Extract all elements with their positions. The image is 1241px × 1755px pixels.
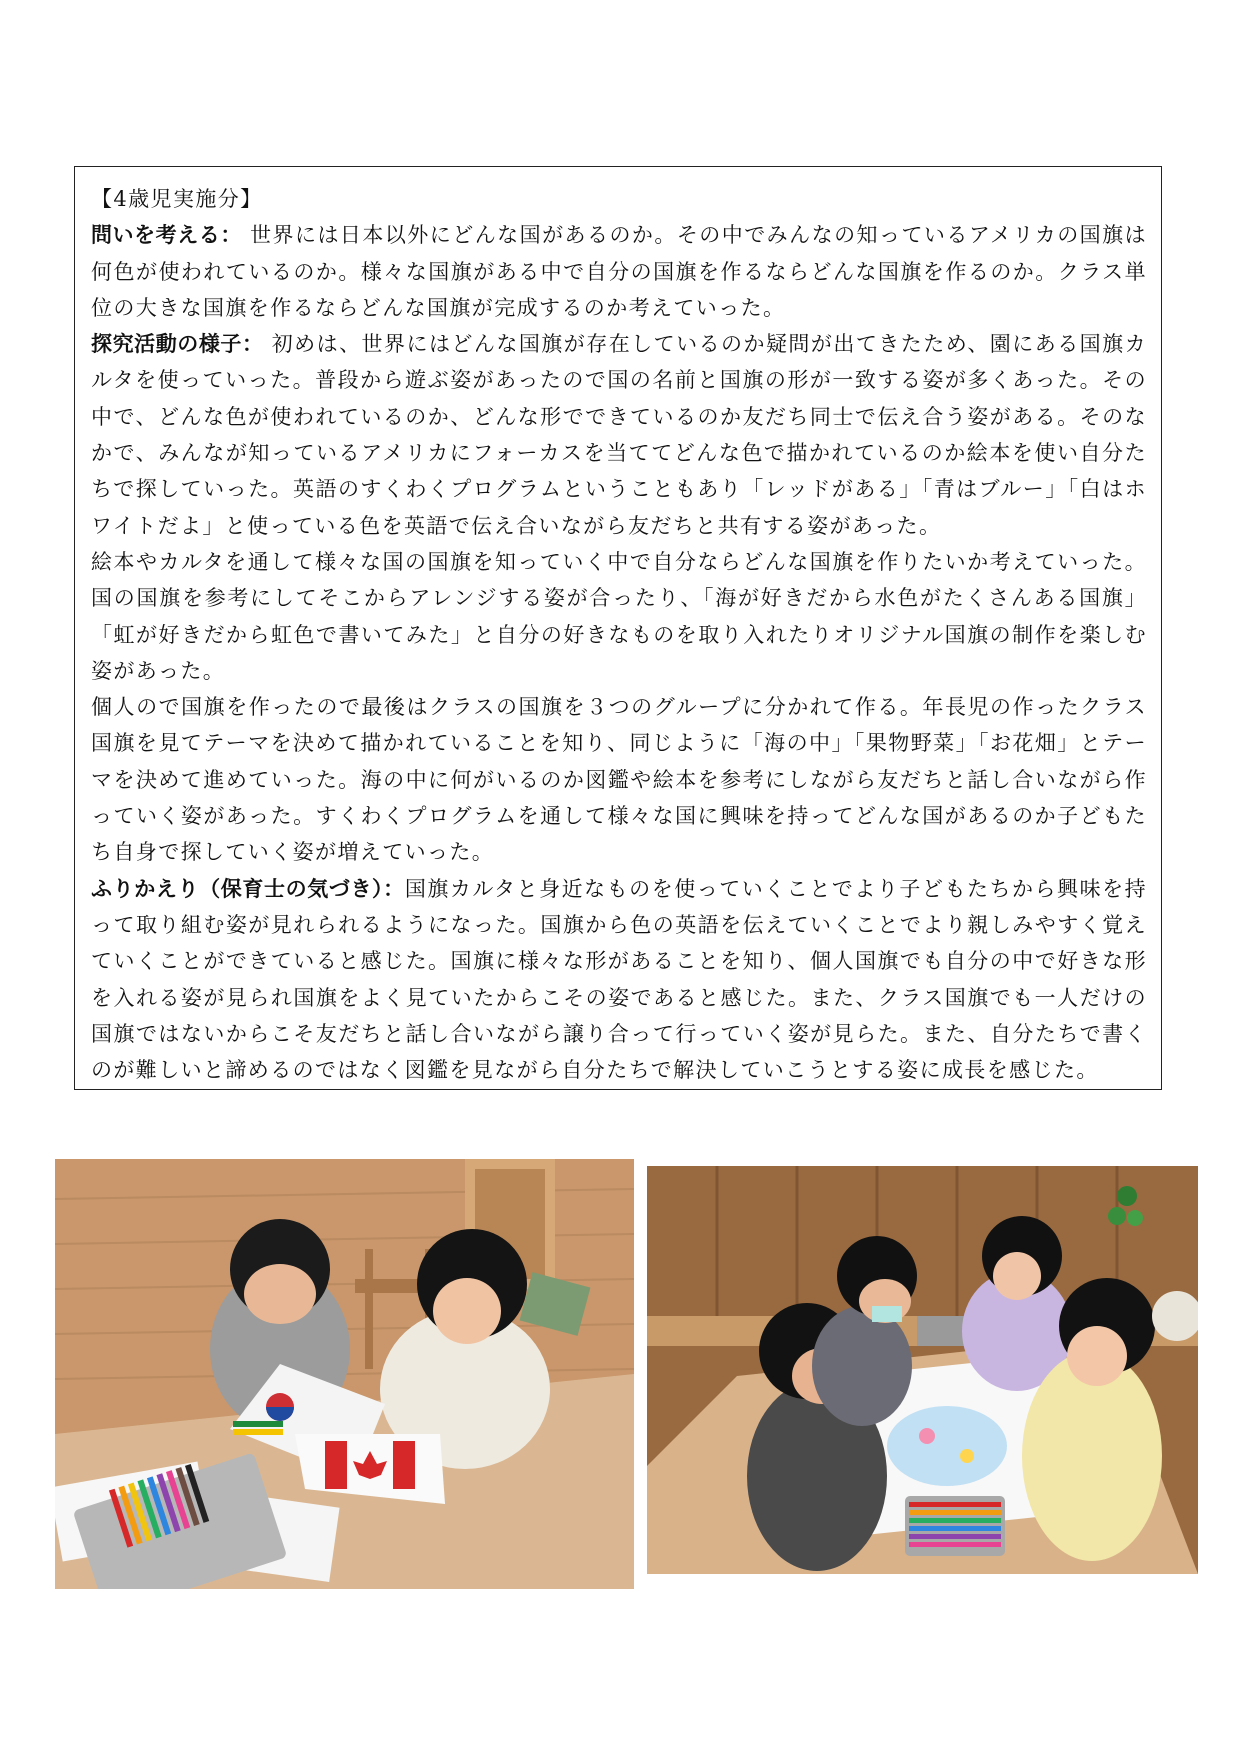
question-text: 世界には日本以外にどんな国があるのか。その中でみんなの知っているアメリカの国旗は何色が使われているのか。様々な国旗がある中で自分の国旗を作るならどんな国旗を作るのか。クラス単位の大きな国旗を作るならどんな国旗が完成するのか考えていった。 — [91, 223, 1147, 320]
report-heading: 【4歳児実施分】 — [91, 187, 263, 211]
reflection-section — [91, 871, 1147, 1089]
activity-label: 探究活動の様子： — [91, 332, 264, 357]
photo-children-reading-flag-book — [55, 1159, 634, 1589]
question-label: 問いを考える： — [91, 223, 242, 248]
report-box — [74, 166, 1162, 1090]
photo-right-illustration — [647, 1166, 1198, 1574]
reflection-text: 国旗カルタと身近なものを使っていくことでより子どもたちから興味を持って取り組む姿が見れられるようになった。国旗から色の英語を伝えていくことでより親しみやすく覚えていくことができていると感じた。国旗に様々な形があることを知り、個人国旗でも自分の中で好きな形を入れる姿が見られ国旗をよく見ていたからこその姿であると感じた。また、クラス国旗でも一人だけの国旗ではないからこそ友だちと話し合いながら譲り合って行っていく姿が見らた。また、自分たちで書くのが難しいと諦めるのではなく図鑑を見ながら自分たちで解決していこうとする姿に成長を感じた。 — [91, 876, 1148, 1083]
activity-paragraph-3: 個人ので国旗を作ったので最後はクラスの国旗を３つのグループに分かれて作る。年長児の作ったクラス国旗を見てテーマを決めて描かれていることを知り、同じように「海の中」「果物野菜」「お花畑」とテーマを決めて進めていった。海の中に何がいるのか図鑑や絵本を参考にしながら友だちと話し合いながら作っていく姿があった。すくわくプログラムを通して様々な国に興味を持ってどんな国があるのか子どもたち自身で探していく姿が増えていった。 — [91, 695, 1147, 865]
activity-text: 初めは、世界にはどんな国旗が存在しているのか疑問が出てきたため、園にある国旗カルタを使っていった。普段から遊ぶ姿があったので国の名前と国旗の形が一致する姿が多くあった。その中で、どんな色が使われているのか、どんな形でできているのか友だち同士で伝え合う姿がある。そのなかで、みんなが知っているアメリカにフォーカスを当ててどんな色で描かれているのか絵本を使い自分たちで探していった。英語のすくわくプログラムということもあり「レッドがある」「青はブルー」「白はホワイトだよ」と使っている色を英語で伝え合いながら友だちと共有する姿があった。 — [91, 332, 1147, 538]
photo-left-illustration — [55, 1159, 634, 1589]
activity-paragraph-2: 絵本やカルタを通して様々な国の国旗を知っていく中で自分ならどんな国旗を作りたいか考えていった。国の国旗を参考にしてそこからアレンジする姿が合ったり、「海が好きだから水色がたくさんある国旗」「虹が好きだから虹色で書いてみた」と自分の好きなものを取り入れたりオリジナル国旗の制作を楽しむ姿があった。 — [91, 549, 1147, 683]
question-section — [91, 217, 1147, 326]
activity-section — [91, 326, 1147, 544]
photo-children-drawing-class-flag — [647, 1166, 1198, 1574]
reflection-label: ふりかえり（保育士の気づき）： — [91, 876, 405, 901]
